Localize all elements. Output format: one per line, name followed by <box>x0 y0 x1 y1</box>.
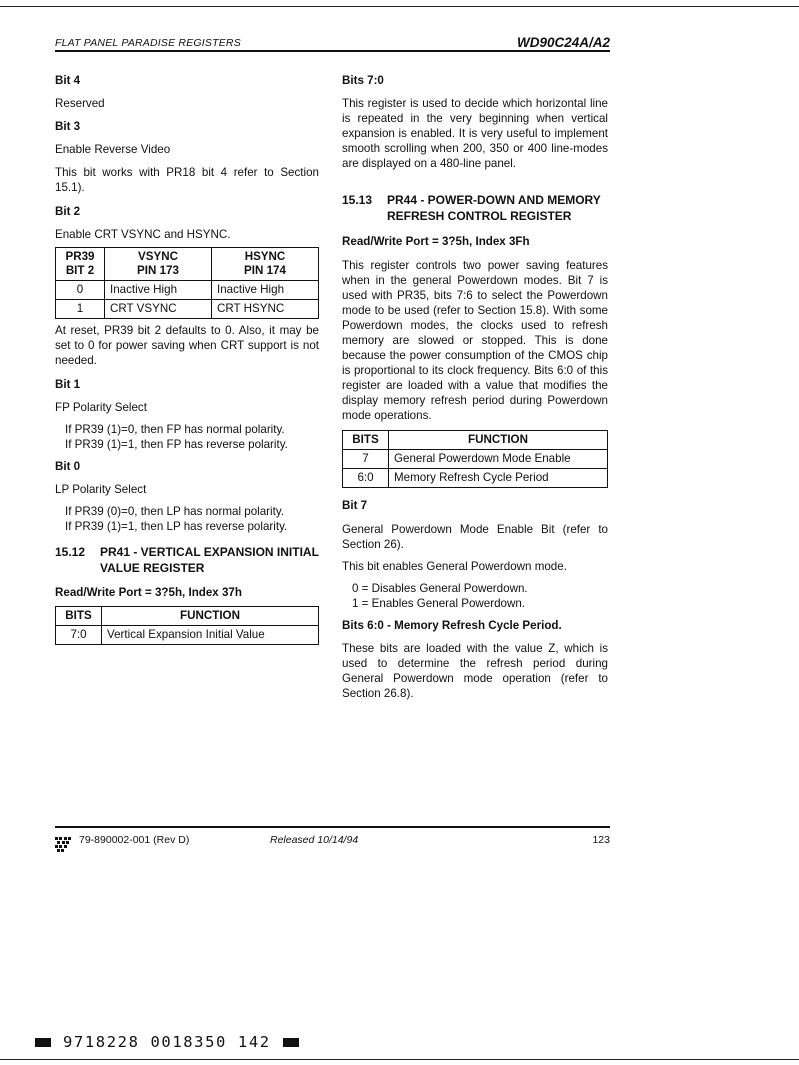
table-row <box>56 300 319 319</box>
pr44-function-table <box>342 430 608 488</box>
table-cell: Memory Refresh Cycle Period <box>389 469 608 488</box>
pr41-function-table <box>55 606 319 645</box>
wd-logo-icon <box>55 835 71 858</box>
right-column <box>342 64 608 701</box>
bit2-heading: Bit 2 <box>55 205 81 218</box>
header-section-title: FLAT PANEL PARADISE REGISTERS <box>55 37 241 49</box>
bit1-heading: Bit 1 <box>55 378 81 391</box>
table-cell: 7 <box>343 450 389 469</box>
bit0-line-0: If PR39 (0)=0, then LP has normal polarity. <box>65 505 285 518</box>
table-cell: 0 <box>56 281 105 300</box>
table-header-row <box>56 248 319 281</box>
bit4-heading: Bit 4 <box>55 74 81 87</box>
section-15-12-heading <box>55 544 319 576</box>
table-header-cell: FUNCTION <box>102 607 319 626</box>
bits-7-0-heading: Bits 7:0 <box>342 74 384 87</box>
release-date: Released 10/14/94 <box>270 834 359 846</box>
section-number: 15.12 <box>55 545 86 559</box>
table-cell: CRT VSYNC <box>105 300 212 319</box>
table-header-row <box>56 607 319 626</box>
bit0-heading: Bit 0 <box>55 460 81 473</box>
bit0-text: LP Polarity Select <box>55 483 147 496</box>
table-cell: CRT HSYNC <box>212 300 319 319</box>
rw-port-line: Read/Write Port = 3?5h, Index 37h <box>55 586 242 599</box>
table-header-cell: BITS <box>343 431 389 450</box>
barcode-block-right <box>283 1038 299 1047</box>
barcode-block-left <box>35 1038 51 1047</box>
section-title: PR44 - POWER-DOWN AND MEMORY REFRESH CONTROL REGISTER <box>387 193 601 223</box>
header-rule <box>55 50 610 52</box>
table-cell: 6:0 <box>343 469 389 488</box>
table-cell: 1 <box>56 300 105 319</box>
bits-6-0-text: These bits are loaded with the value Z, which is used to determine the refresh period during General Powerdown mode operation (refer to Section 26.8). <box>342 642 608 700</box>
document-number: 79-890002-001 (Rev D) <box>79 834 190 846</box>
table-header-cell: BITS <box>56 607 102 626</box>
left-column <box>55 64 319 645</box>
table-cell: 7:0 <box>56 626 102 645</box>
bit3-text: Enable Reverse Video <box>55 143 171 156</box>
bits-6-0-heading: Bits 6:0 - Memory Refresh Cycle Period. <box>342 619 562 632</box>
table-row <box>56 281 319 300</box>
bit3-heading: Bit 3 <box>55 120 81 133</box>
barcode-text: 9718228 0018350 142 <box>63 1032 271 1051</box>
table-row <box>56 626 319 645</box>
bit1-text: FP Polarity Select <box>55 401 147 414</box>
pr39-sync-table <box>55 247 319 319</box>
barcode-line <box>35 1032 299 1052</box>
table-cell: General Powerdown Mode Enable <box>389 450 608 469</box>
section-15-13-heading <box>342 192 608 224</box>
table-header-cell: HSYNC PIN 174 <box>212 248 319 281</box>
bit0-line-1: If PR39 (1)=1, then LP has reverse polarity. <box>65 520 288 533</box>
pr44-description: This register controls two power saving features when in the general Powerdown modes. Bit 7 is used with PR35, bits 7:6 to select the Powerdown mode to be used (refer to Section 15.8). With some Powerdown modes, the clocks used to refresh memory are slowed or stopped. This is done because the power consumption of the CMOS chip is proportional to its clock frequency. Bits 6:0 of this register are loaded with a value that modifies the display memory refresh period during Powerdown mode operations. <box>342 259 608 422</box>
bit7-note: This bit enables General Powerdown mode. <box>342 560 567 573</box>
bit1-line-1: If PR39 (1)=1, then FP has reverse polarity. <box>65 438 288 451</box>
bit1-line-0: If PR39 (1)=0, then FP has normal polarity. <box>65 423 285 436</box>
reset-note: At reset, PR39 bit 2 defaults to 0. Also, it may be set to 0 for power saving when CRT support is not needed. <box>55 324 319 367</box>
bit7-text: General Powerdown Mode Enable Bit (refer to Section 26). <box>342 523 608 551</box>
table-header-cell: PR39 BIT 2 <box>56 248 105 281</box>
table-row <box>343 450 608 469</box>
section-number: 15.13 <box>342 193 373 207</box>
page-bottom-border <box>0 1059 799 1060</box>
header-part-number: WD90C24A/A2 <box>516 35 610 50</box>
bit4-text: Reserved <box>55 97 105 110</box>
bit3-note: This bit works with PR18 bit 4 refer to Section 15.1). <box>55 166 319 194</box>
footer-rule <box>55 826 610 828</box>
section-title: PR41 - VERTICAL EXPANSION INITIAL VALUE REGISTER <box>100 545 319 575</box>
page-footer <box>55 833 610 857</box>
bit7-heading: Bit 7 <box>342 499 368 512</box>
table-row <box>343 469 608 488</box>
table-cell: Inactive High <box>105 281 212 300</box>
table-header-cell: VSYNC PIN 173 <box>105 248 212 281</box>
page-number: 123 <box>592 834 610 846</box>
table-cell: Vertical Expansion Initial Value <box>102 626 319 645</box>
bits-7-0-text: This register is used to decide which horizontal line is repeated in the very beginning when vertical expansion is enabled. It is very useful to implement smooth scrolling when 200, 350 or 400 line-modes are displayed on a 480-line panel. <box>342 97 608 170</box>
page-top-border <box>0 6 799 7</box>
table-header-cell: FUNCTION <box>389 431 608 450</box>
bit2-text: Enable CRT VSYNC and HSYNC. <box>55 228 231 241</box>
rw-port-line: Read/Write Port = 3?5h, Index 3Fh <box>342 235 530 248</box>
table-header-row <box>343 431 608 450</box>
table-cell: Inactive High <box>212 281 319 300</box>
bit7-option-1: 1 = Enables General Powerdown. <box>352 597 526 610</box>
bit7-option-0: 0 = Disables General Powerdown. <box>352 582 528 595</box>
